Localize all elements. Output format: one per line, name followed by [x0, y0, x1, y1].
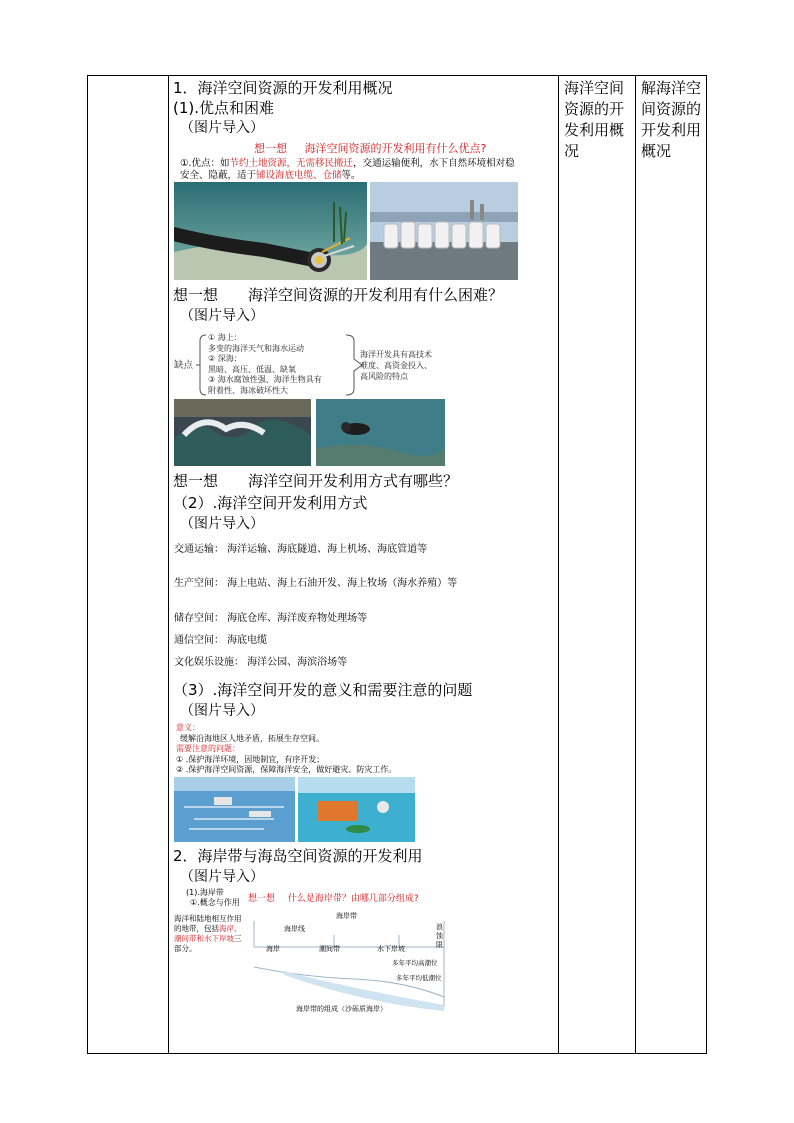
think-label: 想一想 [248, 894, 276, 904]
advantages-line-2: 安全、隐蔽，适于铺设海底电缆、仓储等。 [180, 170, 361, 181]
storage-tank-photo [370, 182, 518, 280]
undersea-cable-photo [174, 182, 367, 280]
image-import-label: （图片导入） [180, 703, 264, 719]
attention-item: ① .保护海洋环境，因地制宜，有序开发； [176, 754, 325, 764]
diagram-top-label: 海岸带 [336, 912, 357, 920]
diagram-limit-label: 浪蚀 限 [436, 923, 443, 949]
difficulty-item: 多变的海洋天气和海水运动 [208, 343, 304, 353]
difficulty-summary: 高风险的特点 [360, 372, 408, 381]
subheading-ways: （2）.海洋空间开发利用方式 [173, 494, 368, 512]
attention-title: 需要注意的问题： [176, 744, 240, 753]
diagram-slope-label: 水下岸坡 [377, 945, 405, 953]
ocean-facilities-illustration [174, 777, 295, 842]
think-question: 海洋空间资源的开发利用有什么优点? [304, 142, 487, 155]
column-3-cell: 海洋空间资源的开发利用概况 [564, 79, 625, 160]
difficulty-item: 黑暗、高压、低温、缺氧 [208, 364, 296, 374]
coast-definition: 海洋和陆地相互作用的地带，包括海岸、潮间带和水下岸坡三部分。 [174, 914, 242, 953]
coast-heading: (1).海岸带 [186, 888, 224, 897]
column-divider [558, 76, 559, 1053]
way-communication: 通信空间： 海底电缆 [174, 635, 268, 646]
section-2-title: 2．海岸带与海岛空间资源的开发利用 [173, 847, 423, 865]
image-import-label: （图片导入） [180, 120, 264, 136]
difficulty-item: ③ 海水腐蚀性强、海洋生物具有 [208, 375, 322, 384]
coastal-zone-diagram [174, 887, 449, 1015]
diagram-high-tide-label: 多年平均高潮位 [392, 959, 438, 967]
meaning-title: 意义： [176, 723, 200, 732]
diagram-coastline-label: 海岸线 [284, 925, 305, 933]
diagram-low-tide-label: 多年平均低潮位 [396, 974, 442, 982]
image-import-label: （图片导入） [180, 516, 264, 532]
difficulty-summary: 海洋开发具有高技术 [360, 350, 432, 359]
column-4-cell: 解海洋空间资源的开发利用概况 [641, 79, 702, 160]
column-divider [635, 76, 636, 1053]
difficulty-label: 缺点 [174, 360, 194, 371]
difficulty-summary: 难度、高资金投入、 [360, 361, 432, 370]
difficulty-item: 附着性、海冰破坏性大 [208, 385, 288, 395]
meaning-block [176, 723, 396, 776]
think-label: 想一想 [254, 142, 287, 155]
attention-item: ② .保护海洋空间资源，保障海洋安全，做好避灾、防灾工作。 [176, 765, 397, 774]
think-ways: 想一想 海洋空间开发利用方式有哪些？ [173, 472, 459, 490]
image-import-label: （图片导入） [180, 869, 264, 885]
subheading-advantages: (1).优点和困难 [173, 99, 275, 117]
difficulty-item: ② 深海： [208, 354, 242, 363]
way-storage: 储存空间： 海底仓库、海洋废弃物处理场等 [174, 613, 368, 624]
difficulty-item: ① 海上： [208, 333, 242, 342]
coast-subheading: ①.概念与作用 [190, 898, 240, 907]
image-import-label: （图片导入） [180, 308, 264, 324]
ocean-wave-photo [174, 399, 311, 466]
diagram-caption: 海岸带的组成（沙砾质海岸） [296, 1005, 387, 1013]
way-production: 生产空间： 海上电站、海上石油开发、海上牧场（海水养殖）等 [174, 578, 458, 589]
diagram-shore-label: 海岸 [266, 945, 280, 953]
think-question: 什么是海岸带？由哪几部分组成? [287, 894, 419, 904]
column-divider [168, 76, 169, 1053]
way-transport: 交通运输： 海洋运输、海底隧道、海上机场、海底管道等 [174, 544, 428, 555]
way-leisure: 文化娱乐设施： 海洋公园、海滨浴场等 [174, 657, 348, 668]
sea-platform-illustration [298, 777, 415, 842]
meaning-text: 缓解沿海地区人地矛盾，拓展生存空间。 [180, 733, 324, 743]
subheading-meaning: （3）.海洋空间开发的意义和需要注意的问题 [173, 681, 473, 699]
think-difficulties: 想一想 海洋空间资源的开发利用有什么困难？ [173, 286, 504, 304]
difficulties-diagram [174, 331, 464, 399]
section-1-title: 1．海洋空间资源的开发利用概况 [173, 79, 393, 97]
advantages-line-1: ①.优点：如节约土地资源，无需移民搬迁，交通运输便利，水下自然环境相对稳 [180, 158, 515, 169]
diver-photo [316, 399, 445, 466]
advantages-caption-image [174, 138, 518, 182]
diagram-intertidal-label: 潮间带 [319, 945, 340, 953]
